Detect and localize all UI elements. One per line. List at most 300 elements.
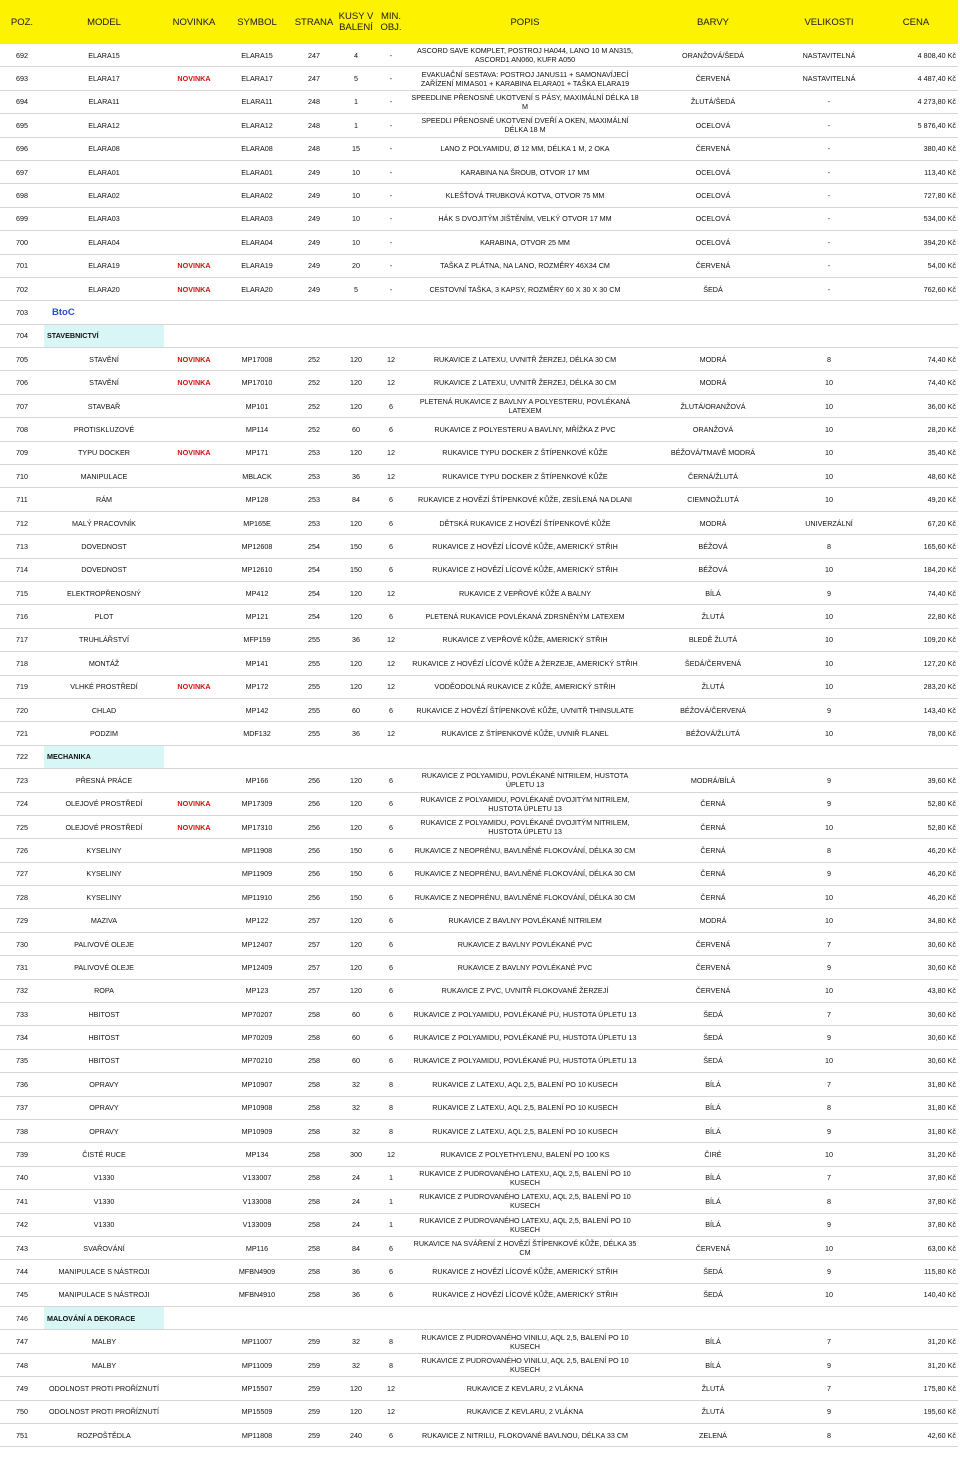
cell-cena: 22,80 Kč — [874, 605, 958, 628]
cell-barvy: ČERVENÁ — [642, 979, 784, 1002]
cell-min: 6 — [374, 511, 408, 534]
cell-barvy: BÉŽOVÁ — [642, 535, 784, 558]
cell-novinka — [164, 394, 224, 417]
cell-popis: RUKAVICE Z BAVLNY POVLÉKANÉ PVC — [408, 932, 642, 955]
cell-symbol: MP17309 — [224, 792, 290, 815]
cell-popis: KARABINA NA ŠROUB, OTVOR 17 MM — [408, 160, 642, 183]
cell-poz: 730 — [0, 932, 44, 955]
cell-novinka — [164, 581, 224, 604]
cell-barvy: ŠEDÁ — [642, 1260, 784, 1283]
table-row — [0, 1424, 958, 1447]
cell-cena: 30,60 Kč — [874, 1026, 958, 1049]
cell-barvy: ŽLUTÁ — [642, 605, 784, 628]
cell-poz: 745 — [0, 1283, 44, 1306]
cell-symbol: MP134 — [224, 1143, 290, 1166]
cell-novinka: NOVINKA — [164, 254, 224, 277]
table-row — [0, 1073, 958, 1096]
cell-cena: 113,40 Kč — [874, 160, 958, 183]
cell-novinka — [164, 932, 224, 955]
cell-barvy: BÍLÁ — [642, 1096, 784, 1119]
cell-poz: 741 — [0, 1190, 44, 1213]
cell-poz: 700 — [0, 231, 44, 254]
cell-symbol: MP70207 — [224, 1003, 290, 1026]
cell-min: 6 — [374, 932, 408, 955]
section-row — [0, 745, 958, 768]
cell-cena: 37,80 Kč — [874, 1190, 958, 1213]
cell-symbol: MP12610 — [224, 558, 290, 581]
cell-barvy: ČERVENÁ — [642, 1236, 784, 1259]
cell-poz: 713 — [0, 535, 44, 558]
cell-min: - — [374, 114, 408, 137]
cell-popis: RUKAVICE Z HOVĚZÍ ŠTÍPENKOVÉ KŮŽE, UVNITŘ THINSULATE — [408, 698, 642, 721]
cell-barvy: BÉŽOVÁ/TMAVĚ MODRÁ — [642, 441, 784, 464]
cell-novinka: NOVINKA — [164, 441, 224, 464]
cell-kusy: 120 — [338, 1400, 374, 1423]
cell-kusy: 36 — [338, 1260, 374, 1283]
table-row — [0, 1190, 958, 1213]
cell-strana: 252 — [290, 371, 338, 394]
table-row — [0, 792, 958, 815]
cell-poz: 717 — [0, 628, 44, 651]
cell-cena: 39,60 Kč — [874, 769, 958, 792]
cell-kusy: 24 — [338, 1166, 374, 1189]
cell-velikosti: 10 — [784, 418, 874, 441]
cell-popis: RUKAVICE Z NITRILU, FLOKOVANÉ BAVLNOU, DÉLKA 33 CM — [408, 1424, 642, 1447]
cell-velikosti: UNIVERZÁLNÍ — [784, 511, 874, 534]
cell-strana: 255 — [290, 722, 338, 745]
cell-novinka — [164, 839, 224, 862]
cell-barvy: ORANŽOVÁ — [642, 418, 784, 441]
cell-symbol: MP142 — [224, 698, 290, 721]
cell-strana: 247 — [290, 44, 338, 67]
cell-model: ELARA04 — [44, 231, 164, 254]
table-row — [0, 184, 958, 207]
cell-novinka — [164, 488, 224, 511]
cell-min: - — [374, 277, 408, 300]
cell-min: 12 — [374, 1143, 408, 1166]
cell-symbol: MP10908 — [224, 1096, 290, 1119]
cell-cena: 42,60 Kč — [874, 1424, 958, 1447]
cell-novinka — [164, 465, 224, 488]
table-row — [0, 839, 958, 862]
table-row — [0, 44, 958, 67]
cell-min: 12 — [374, 371, 408, 394]
cell-velikosti: 10 — [784, 1283, 874, 1306]
cell-poz: 721 — [0, 722, 44, 745]
cell-poz: 699 — [0, 207, 44, 230]
cell-model: KYSELINY — [44, 862, 164, 885]
cell-popis: RUKAVICE TYPU DOCKER Z ŠTÍPENKOVÉ KŮŽE — [408, 441, 642, 464]
cell-min: - — [374, 207, 408, 230]
cell-symbol: MFBN4909 — [224, 1260, 290, 1283]
cell-strana: 258 — [290, 1003, 338, 1026]
cell-model: RÁM — [44, 488, 164, 511]
cell-model: STAVBAŘ — [44, 394, 164, 417]
cell-symbol: MP121 — [224, 605, 290, 628]
cell-symbol: MP11009 — [224, 1353, 290, 1376]
cell-barvy: ČERVENÁ — [642, 137, 784, 160]
cell-model: ELARA11 — [44, 90, 164, 113]
cell-popis: RUKAVICE Z LATEXU, AQL 2,5, BALENÍ PO 10 KUSECH — [408, 1096, 642, 1119]
cell-min: - — [374, 67, 408, 90]
cell-popis: RUKAVICE Z NEOPRÉNU, BAVLNĚNÉ FLOKOVÁNÍ, DÉLKA 30 CM — [408, 839, 642, 862]
cell-kusy: 60 — [338, 418, 374, 441]
cell-min: 6 — [374, 605, 408, 628]
cell-min: 12 — [374, 652, 408, 675]
cell-novinka — [164, 1236, 224, 1259]
cell-cena: 143,40 Kč — [874, 698, 958, 721]
cell-strana: 257 — [290, 956, 338, 979]
cell-symbol: ELARA03 — [224, 207, 290, 230]
table-row — [0, 628, 958, 651]
cell-popis: RUKAVICE Z POLYESTERU A BAVLNY, MŘÍŽKA Z PVC — [408, 418, 642, 441]
cell-velikosti: 10 — [784, 558, 874, 581]
cell-min: - — [374, 254, 408, 277]
cell-cena: 5 876,40 Kč — [874, 114, 958, 137]
cell-symbol: ELARA01 — [224, 160, 290, 183]
cell-poz: 698 — [0, 184, 44, 207]
cell-symbol: MP11808 — [224, 1424, 290, 1447]
cell-symbol: ELARA11 — [224, 90, 290, 113]
cell-barvy: BÍLÁ — [642, 1073, 784, 1096]
cell-novinka — [164, 956, 224, 979]
table-row — [0, 1003, 958, 1026]
table-row — [0, 394, 958, 417]
header-row — [0, 0, 958, 44]
cell-model: MAZIVA — [44, 909, 164, 932]
cell-strana: 256 — [290, 792, 338, 815]
cell-novinka — [164, 1026, 224, 1049]
cell-novinka: NOVINKA — [164, 371, 224, 394]
cell-kusy: 120 — [338, 441, 374, 464]
cell-novinka — [164, 160, 224, 183]
cell-strana: 259 — [290, 1377, 338, 1400]
cell-model: KYSELINY — [44, 839, 164, 862]
cell-kusy: 60 — [338, 698, 374, 721]
table-row — [0, 769, 958, 792]
cell-popis: RUKAVICE Z POLYAMIDU, POVLÉKANÉ NITRILEM, HUSTOTA ÚPLETU 13 — [408, 769, 642, 792]
cell-novinka — [164, 628, 224, 651]
cell-novinka — [164, 909, 224, 932]
cell-kusy: 120 — [338, 394, 374, 417]
cell-model: ODOLNOST PROTI PROŘÍZNUTÍ — [44, 1400, 164, 1423]
cell-poz: 704 — [0, 324, 44, 347]
cell-novinka — [164, 722, 224, 745]
cell-strana: 258 — [290, 1283, 338, 1306]
cell-min: 8 — [374, 1119, 408, 1142]
cell-cena: 54,00 Kč — [874, 254, 958, 277]
cell-popis: RUKAVICE Z POLYAMIDU, POVLÉKANÉ DVOJITÝM NITRILEM, HUSTOTA ÚPLETU 13 — [408, 815, 642, 838]
cell-velikosti: 10 — [784, 1236, 874, 1259]
cell-velikosti: 7 — [784, 1377, 874, 1400]
cell-model: ELARA03 — [44, 207, 164, 230]
cell-velikosti: - — [784, 114, 874, 137]
cell-velikosti: - — [784, 137, 874, 160]
cell-kusy: 120 — [338, 348, 374, 371]
cell-popis: RUKAVICE Z NEOPRÉNU, BAVLNĚNÉ FLOKOVÁNÍ, DÉLKA 30 CM — [408, 862, 642, 885]
cell-kusy: 36 — [338, 628, 374, 651]
cell-min: - — [374, 160, 408, 183]
cell-model: OPRAVY — [44, 1073, 164, 1096]
table-row — [0, 1260, 958, 1283]
cell-model: OPRAVY — [44, 1119, 164, 1142]
cell-barvy: OCELOVÁ — [642, 231, 784, 254]
table-row — [0, 652, 958, 675]
cell-min: 6 — [374, 815, 408, 838]
cell-novinka — [164, 1073, 224, 1096]
cell-barvy: ČERNÁ — [642, 839, 784, 862]
cell-cena: 34,80 Kč — [874, 909, 958, 932]
cell-strana: 248 — [290, 114, 338, 137]
cell-velikosti: - — [784, 184, 874, 207]
cell-novinka — [164, 535, 224, 558]
cell-velikosti: 7 — [784, 1330, 874, 1353]
cell-popis: RUKAVICE NA SVÁŘENÍ Z HOVĚZÍ ŠTÍPENKOVÉ KŮŽE, DÉLKA 35 CM — [408, 1236, 642, 1259]
cell-poz: 705 — [0, 348, 44, 371]
cell-kusy: 32 — [338, 1353, 374, 1376]
cell-cena: 63,00 Kč — [874, 1236, 958, 1259]
cell-barvy: ŠEDÁ — [642, 277, 784, 300]
cell-cena: 184,20 Kč — [874, 558, 958, 581]
cell-barvy: ŽLUTÁ — [642, 1400, 784, 1423]
cell-poz: 695 — [0, 114, 44, 137]
cell-symbol: MP122 — [224, 909, 290, 932]
cell-symbol: MP15507 — [224, 1377, 290, 1400]
cell-symbol: MP12608 — [224, 535, 290, 558]
cell-popis: RUKAVICE Z POLYAMIDU, POVLÉKANÉ PU, HUSTOTA ÚPLETU 13 — [408, 1026, 642, 1049]
cell-barvy: ŠEDÁ/ČERVENÁ — [642, 652, 784, 675]
cell-symbol: MP12409 — [224, 956, 290, 979]
table-row — [0, 558, 958, 581]
cell-cena: 115,80 Kč — [874, 1260, 958, 1283]
cell-symbol: ELARA20 — [224, 277, 290, 300]
table-row — [0, 535, 958, 558]
cell-barvy: BÉŽOVÁ/ČERVENÁ — [642, 698, 784, 721]
cell-strana: 255 — [290, 628, 338, 651]
cell-novinka — [164, 137, 224, 160]
cell-strana: 256 — [290, 769, 338, 792]
cell-kusy: 84 — [338, 488, 374, 511]
cell-model: MALBY — [44, 1330, 164, 1353]
cell-velikosti: 7 — [784, 932, 874, 955]
cell-kusy: 120 — [338, 1377, 374, 1400]
cell-strana: 249 — [290, 254, 338, 277]
cell-kusy: 120 — [338, 792, 374, 815]
table-row — [0, 1330, 958, 1353]
cell-popis: RUKAVICE Z PUDROVANÉHO LATEXU, AQL 2,5, BALENÍ PO 10 KUSECH — [408, 1190, 642, 1213]
cell-kusy: 120 — [338, 371, 374, 394]
cell-poz: 751 — [0, 1424, 44, 1447]
cell-cena: 31,20 Kč — [874, 1330, 958, 1353]
cell-min: 8 — [374, 1330, 408, 1353]
cell-model: OPRAVY — [44, 1096, 164, 1119]
cell-poz: 719 — [0, 675, 44, 698]
cell-barvy: BÍLÁ — [642, 1166, 784, 1189]
cell-popis: RUKAVICE Z PUDROVANÉHO VINILU, AQL 2,5, BALENÍ PO 10 KUSECH — [408, 1330, 642, 1353]
cell-model: ELARA12 — [44, 114, 164, 137]
cell-popis: RUKAVICE Z BAVLNY POVLÉKANÉ PVC — [408, 956, 642, 979]
cell-model: PALIVOVÉ OLEJE — [44, 956, 164, 979]
cell-strana: 259 — [290, 1330, 338, 1353]
header-barvy: BARVY — [642, 0, 784, 44]
table-row — [0, 1049, 958, 1072]
cell-model: PALIVOVÉ OLEJE — [44, 932, 164, 955]
cell-poz: 732 — [0, 979, 44, 1002]
cell-min: 6 — [374, 839, 408, 862]
cell-strana: 259 — [290, 1400, 338, 1423]
cell-velikosti: 10 — [784, 979, 874, 1002]
table-row — [0, 277, 958, 300]
cell-poz: 702 — [0, 277, 44, 300]
table-row — [0, 862, 958, 885]
cell-symbol: ELARA12 — [224, 114, 290, 137]
cell-barvy: ČERVENÁ — [642, 956, 784, 979]
table-row — [0, 886, 958, 909]
cell-model: TYPU DOCKER — [44, 441, 164, 464]
cell-strana: 252 — [290, 348, 338, 371]
cell-model: ROPA — [44, 979, 164, 1002]
cell-velikosti: 9 — [784, 862, 874, 885]
cell-kusy: 84 — [338, 1236, 374, 1259]
cell-velikosti: 10 — [784, 465, 874, 488]
cell-poz: 737 — [0, 1096, 44, 1119]
cell-model: OLEJOVÉ PROSTŘEDÍ — [44, 815, 164, 838]
cell-velikosti: 8 — [784, 1096, 874, 1119]
cell-barvy: OCELOVÁ — [642, 160, 784, 183]
cell-novinka — [164, 184, 224, 207]
cell-popis: RUKAVICE Z NEOPRÉNU, BAVLNĚNÉ FLOKOVÁNÍ, DÉLKA 30 CM — [408, 886, 642, 909]
cell-model: CHLAD — [44, 698, 164, 721]
cell-strana: 259 — [290, 1424, 338, 1447]
cell-cena: 37,80 Kč — [874, 1166, 958, 1189]
cell-popis: RUKAVICE Z POLYETHYLENU, BALENÍ PO 100 KS — [408, 1143, 642, 1166]
cell-cena: 46,20 Kč — [874, 886, 958, 909]
cell-poz: 739 — [0, 1143, 44, 1166]
cell-strana: 259 — [290, 1353, 338, 1376]
cell-velikosti: - — [784, 277, 874, 300]
cell-min: 1 — [374, 1213, 408, 1236]
cell-model: ČISTÉ RUCE — [44, 1143, 164, 1166]
cell-poz: 714 — [0, 558, 44, 581]
cell-barvy: BÉŽOVÁ/ŽLUTÁ — [642, 722, 784, 745]
cell-barvy: MODRÁ — [642, 371, 784, 394]
section-label: STAVEBNICTVÍ — [44, 324, 164, 347]
table-row — [0, 722, 958, 745]
cell-velikosti: 9 — [784, 1260, 874, 1283]
cell-cena: 394,20 Kč — [874, 231, 958, 254]
cell-poz: 708 — [0, 418, 44, 441]
cell-barvy: ŽLUTÁ — [642, 675, 784, 698]
table-row — [0, 1166, 958, 1189]
cell-symbol: MP141 — [224, 652, 290, 675]
cell-barvy: MODRÁ — [642, 348, 784, 371]
cell-min: 6 — [374, 1424, 408, 1447]
cell-novinka — [164, 605, 224, 628]
cell-symbol: ELARA04 — [224, 231, 290, 254]
cell-barvy: ŽLUTÁ/ORANŽOVÁ — [642, 394, 784, 417]
cell-strana: 248 — [290, 137, 338, 160]
cell-cena: 109,20 Kč — [874, 628, 958, 651]
cell-symbol: MFP159 — [224, 628, 290, 651]
table-row — [0, 511, 958, 534]
cell-popis: VODĚODOLNÁ RUKAVICE Z KŮŽE, AMERICKÝ STŘIH — [408, 675, 642, 698]
cell-cena: 534,00 Kč — [874, 207, 958, 230]
cell-poz: 697 — [0, 160, 44, 183]
cell-min: 1 — [374, 1166, 408, 1189]
section-row — [0, 324, 958, 347]
cell-min: - — [374, 44, 408, 67]
table-row — [0, 160, 958, 183]
cell-poz: 692 — [0, 44, 44, 67]
cell-velikosti: 10 — [784, 675, 874, 698]
btoc-row — [0, 301, 958, 324]
cell-velikosti: 10 — [784, 394, 874, 417]
cell-cena: 727,80 Kč — [874, 184, 958, 207]
cell-symbol: MP128 — [224, 488, 290, 511]
cell-popis: ASCORD SAVE KOMPLET, POSTROJ HA044, LANO 10 M AN315, ASCORD1 AN060, KUFR A050 — [408, 44, 642, 67]
cell-barvy: BÍLÁ — [642, 1119, 784, 1142]
cell-cena: 30,60 Kč — [874, 1003, 958, 1026]
section-row — [0, 1307, 958, 1330]
cell-novinka — [164, 1143, 224, 1166]
cell-poz: 742 — [0, 1213, 44, 1236]
cell-kusy: 32 — [338, 1096, 374, 1119]
cell-min: 6 — [374, 418, 408, 441]
cell-min: - — [374, 137, 408, 160]
cell-cena: 74,40 Kč — [874, 371, 958, 394]
cell-cena: 4 273,80 Kč — [874, 90, 958, 113]
cell-strana: 258 — [290, 1119, 338, 1142]
cell-barvy: ŽLUTÁ — [642, 1377, 784, 1400]
header-poz: POZ. — [0, 0, 44, 44]
cell-poz: 747 — [0, 1330, 44, 1353]
cell-novinka — [164, 698, 224, 721]
cell-kusy: 150 — [338, 886, 374, 909]
cell-novinka — [164, 652, 224, 675]
cell-cena: 31,80 Kč — [874, 1096, 958, 1119]
cell-poz: 701 — [0, 254, 44, 277]
cell-min: 12 — [374, 465, 408, 488]
cell-strana: 249 — [290, 207, 338, 230]
cell-popis: RUKAVICE Z PUDROVANÉHO LATEXU, AQL 2,5, BALENÍ PO 10 KUSECH — [408, 1213, 642, 1236]
cell-model: ROZPOŠTĚDLA — [44, 1424, 164, 1447]
cell-velikosti: 10 — [784, 722, 874, 745]
cell-kusy: 32 — [338, 1073, 374, 1096]
cell-popis: KLEŠŤOVÁ TRUBKOVÁ KOTVA, OTVOR 75 MM — [408, 184, 642, 207]
cell-symbol: V133009 — [224, 1213, 290, 1236]
cell-popis: RUKAVICE Z HOVĚZÍ LÍCOVÉ KŮŽE, AMERICKÝ STŘIH — [408, 558, 642, 581]
cell-min: 6 — [374, 792, 408, 815]
cell-symbol: MP11909 — [224, 862, 290, 885]
cell-poz: 735 — [0, 1049, 44, 1072]
cell-barvy: ŠEDÁ — [642, 1026, 784, 1049]
cell-barvy: BLEDĚ ŽLUTÁ — [642, 628, 784, 651]
cell-poz: 729 — [0, 909, 44, 932]
table-row — [0, 1119, 958, 1142]
cell-novinka — [164, 1353, 224, 1376]
cell-popis: RUKAVICE Z PVC, UVNITŘ FLOKOVANÉ ŽERZEJÍ — [408, 979, 642, 1002]
table-row — [0, 1353, 958, 1376]
cell-barvy: ČERNÁ — [642, 862, 784, 885]
cell-model: DOVEDNOST — [44, 558, 164, 581]
cell-min: 6 — [374, 558, 408, 581]
cell-strana: 254 — [290, 558, 338, 581]
cell-symbol: MP114 — [224, 418, 290, 441]
empty-cell — [164, 745, 958, 768]
cell-symbol: V133008 — [224, 1190, 290, 1213]
cell-model: MONTÁŽ — [44, 652, 164, 675]
cell-poz: 696 — [0, 137, 44, 160]
